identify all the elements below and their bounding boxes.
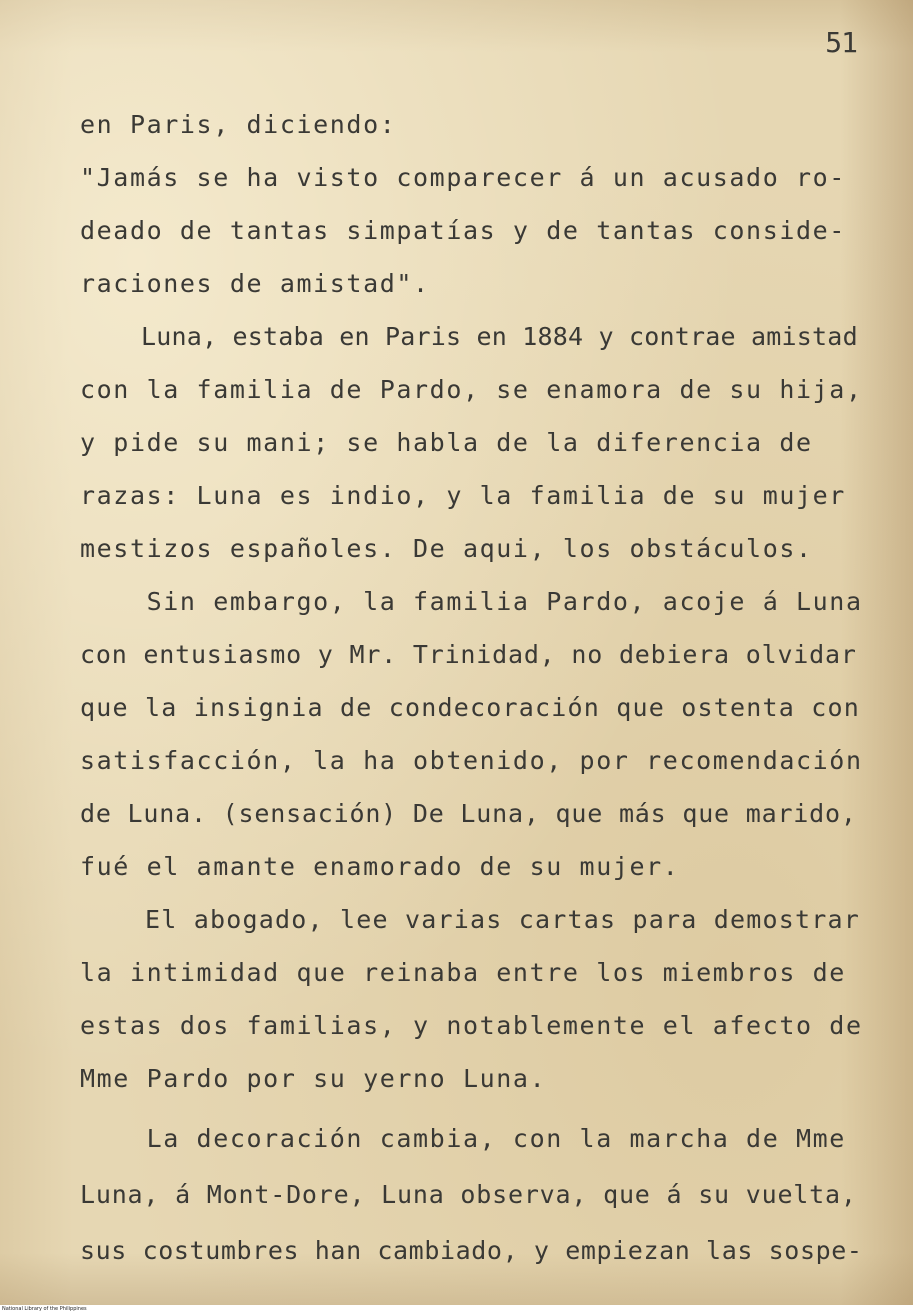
- text-line: sus costumbres han cambiado, y empiezan las sospe-: [80, 1236, 863, 1265]
- text-line: fué el amante enamorado de su mujer.: [80, 852, 680, 881]
- text-line: El abogado, lee varias cartas para demostrar: [80, 905, 861, 934]
- text-line: deado de tantas simpatías y de tantas conside-: [80, 216, 846, 245]
- text-line: razas: Luna es indio, y la familia de su mujer: [80, 481, 846, 510]
- text-line: de Luna. (sensación) De Luna, que más que marido,: [80, 799, 857, 828]
- page-number: 51: [825, 26, 857, 59]
- text-line: que la insignia de condecoración que ostenta con: [80, 693, 861, 722]
- text-line: Luna, á Mont-Dore, Luna observa, que á su vuelta,: [80, 1180, 857, 1209]
- text-line: satisfacción, la ha obtenido, por recomendación: [80, 746, 863, 775]
- footer-bar: [0, 1305, 913, 1313]
- text-line: Luna, estaba en Paris en 1884 y contrae amistad: [80, 322, 858, 351]
- text-line: Sin embargo, la familia Pardo, acoje á Luna: [80, 587, 863, 616]
- text-line: La decoración cambia, con la marcha de Mme: [80, 1124, 846, 1153]
- text-line: Mme Pardo por su yerno Luna.: [80, 1064, 547, 1093]
- text-line: con entusiasmo y Mr. Trinidad, no debiera olvidar: [80, 640, 857, 669]
- text-line: mestizos españoles. De aqui, los obstáculos.: [80, 534, 813, 563]
- text-line: "Jamás se ha visto comparecer á un acusado ro-: [80, 163, 846, 192]
- text-line: en Paris, diciendo:: [80, 110, 397, 139]
- footer-credit: National Library of the Philippines: [2, 1306, 87, 1312]
- text-line: y pide su mani; se habla de la diferencia de: [80, 428, 813, 457]
- text-line: raciones de amistad".: [80, 269, 430, 298]
- text-line: estas dos familias, y notablemente el afecto de: [80, 1011, 863, 1040]
- text-line: con la familia de Pardo, se enamora de su hija,: [80, 375, 863, 404]
- text-line: la intimidad que reinaba entre los miembros de: [80, 958, 846, 987]
